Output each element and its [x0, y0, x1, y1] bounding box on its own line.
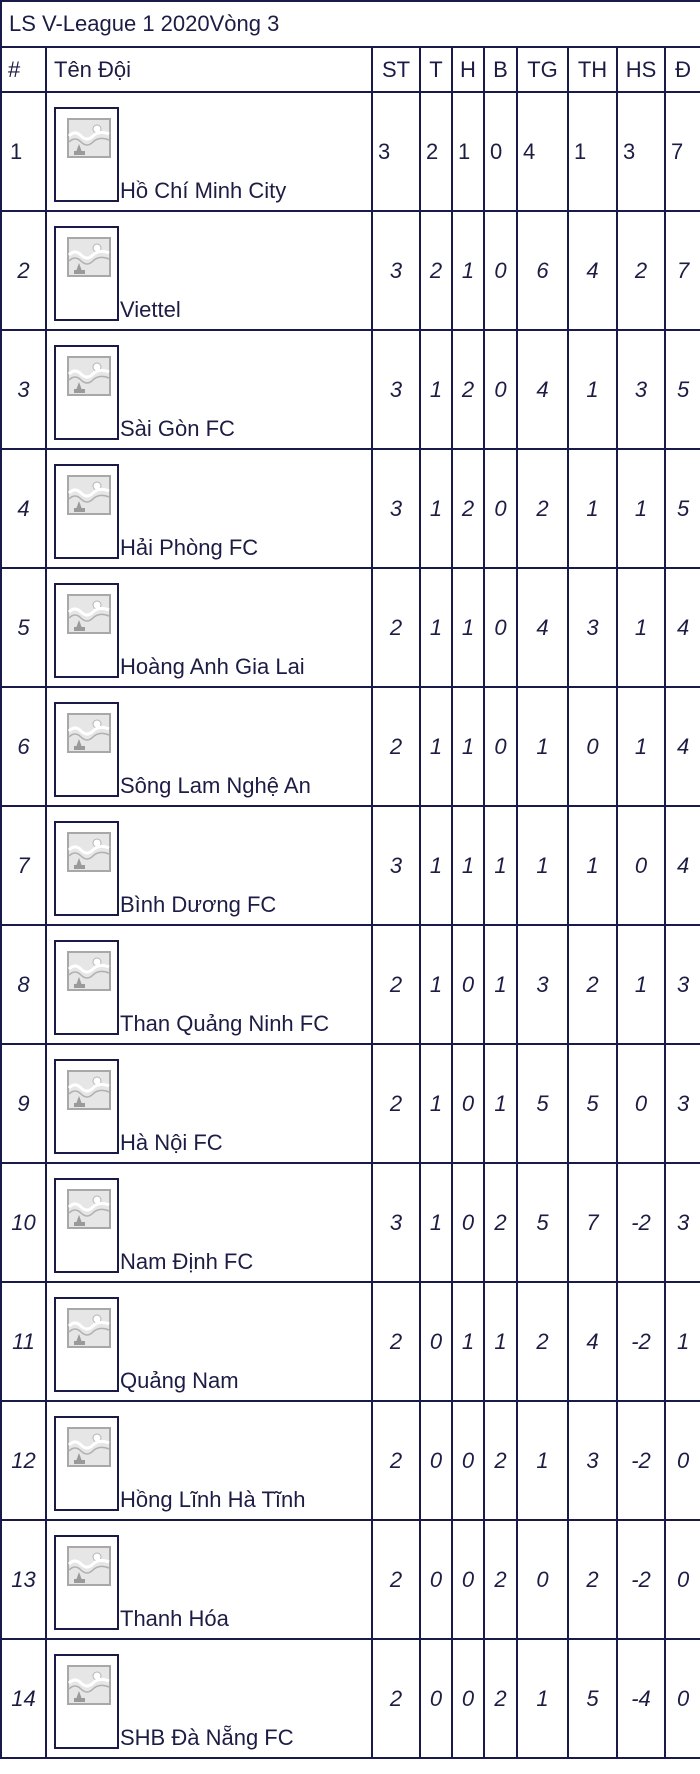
goal-diff-cell: 1	[617, 568, 665, 687]
team-name: Hải Phòng FC	[120, 535, 259, 560]
image-placeholder-icon	[67, 475, 111, 519]
won-cell: 0	[420, 1520, 452, 1639]
points-cell: 1	[665, 1282, 700, 1401]
goal-diff-cell: 0	[617, 806, 665, 925]
team-cell	[46, 1520, 372, 1639]
team-name: Bình Dương FC	[120, 892, 277, 917]
image-placeholder-icon	[67, 951, 111, 995]
team-cell	[46, 1282, 372, 1401]
table-row	[1, 1163, 700, 1282]
col-header-rank: #	[1, 47, 46, 92]
team-name: SHB Đà Nẵng FC	[120, 1725, 294, 1750]
played-cell: 2	[372, 687, 420, 806]
team-name: Sông Lam Nghệ An	[120, 773, 311, 798]
team-logo	[54, 1654, 119, 1749]
goal-diff-cell: -2	[617, 1520, 665, 1639]
team-name: Hoàng Anh Gia Lai	[120, 654, 305, 679]
goal-diff-cell: -2	[617, 1401, 665, 1520]
col-header-drawn: H	[452, 47, 484, 92]
points-cell: 0	[665, 1401, 700, 1520]
goals-against-cell: 2	[568, 925, 617, 1044]
team-cell	[46, 1401, 372, 1520]
goals-for-cell: 1	[517, 1639, 568, 1758]
image-placeholder-icon	[67, 1189, 111, 1233]
goals-against-cell: 3	[568, 1401, 617, 1520]
goals-against-cell: 7	[568, 1163, 617, 1282]
points-cell: 7	[665, 92, 700, 211]
won-cell: 1	[420, 806, 452, 925]
played-cell: 3	[372, 449, 420, 568]
goals-for-cell: 0	[517, 1520, 568, 1639]
goals-against-cell: 1	[568, 92, 617, 211]
goals-against-cell: 5	[568, 1639, 617, 1758]
lost-cell: 0	[484, 687, 517, 806]
goals-for-cell: 5	[517, 1044, 568, 1163]
drawn-cell: 0	[452, 1044, 484, 1163]
rank-cell: 7	[1, 806, 46, 925]
image-placeholder-icon	[67, 1665, 111, 1709]
goals-against-cell: 3	[568, 568, 617, 687]
played-cell: 3	[372, 806, 420, 925]
drawn-cell: 1	[452, 568, 484, 687]
played-cell: 2	[372, 1044, 420, 1163]
goals-against-cell: 2	[568, 1520, 617, 1639]
team-logo	[54, 1297, 119, 1392]
team-logo	[54, 1535, 119, 1630]
team-cell	[46, 211, 372, 330]
goals-against-cell: 1	[568, 330, 617, 449]
goals-against-cell: 1	[568, 449, 617, 568]
table-row	[1, 1639, 700, 1758]
played-cell: 2	[372, 1282, 420, 1401]
image-placeholder-icon	[67, 356, 111, 400]
goals-for-cell: 1	[517, 1401, 568, 1520]
rank-cell: 3	[1, 330, 46, 449]
goals-for-cell: 4	[517, 330, 568, 449]
drawn-cell: 1	[452, 806, 484, 925]
drawn-cell: 0	[452, 1401, 484, 1520]
goal-diff-cell: 1	[617, 687, 665, 806]
title-row	[1, 1, 700, 47]
team-logo	[54, 940, 119, 1035]
team-name: Nam Định FC	[120, 1249, 254, 1274]
won-cell: 2	[420, 92, 452, 211]
team-cell	[46, 925, 372, 1044]
points-cell: 7	[665, 211, 700, 330]
table-row	[1, 1044, 700, 1163]
image-placeholder-icon	[67, 1070, 111, 1114]
table-row	[1, 1520, 700, 1639]
lost-cell: 2	[484, 1520, 517, 1639]
image-placeholder-icon	[67, 1308, 111, 1352]
points-cell: 4	[665, 806, 700, 925]
drawn-cell: 2	[452, 449, 484, 568]
team-logo	[54, 1178, 119, 1273]
rank-cell: 12	[1, 1401, 46, 1520]
goal-diff-cell: 1	[617, 449, 665, 568]
won-cell: 1	[420, 1163, 452, 1282]
drawn-cell: 2	[452, 330, 484, 449]
goals-for-cell: 2	[517, 1282, 568, 1401]
rank-cell: 5	[1, 568, 46, 687]
table-row	[1, 687, 700, 806]
goal-diff-cell: -2	[617, 1163, 665, 1282]
team-logo	[54, 1059, 119, 1154]
lost-cell: 1	[484, 806, 517, 925]
table-row	[1, 1282, 700, 1401]
won-cell: 1	[420, 1044, 452, 1163]
points-cell: 4	[665, 568, 700, 687]
won-cell: 1	[420, 330, 452, 449]
played-cell: 2	[372, 1401, 420, 1520]
team-cell	[46, 330, 372, 449]
team-name: Sài Gòn FC	[120, 416, 235, 441]
col-header-goal-diff: HS	[617, 47, 665, 92]
points-cell: 0	[665, 1639, 700, 1758]
image-placeholder-icon	[67, 1427, 111, 1471]
team-logo	[54, 464, 119, 559]
goal-diff-cell: 2	[617, 211, 665, 330]
lost-cell: 1	[484, 1282, 517, 1401]
goals-for-cell: 2	[517, 449, 568, 568]
table-title: LS V-League 1 2020Vòng 3	[1, 1, 700, 47]
team-logo	[54, 583, 119, 678]
drawn-cell: 1	[452, 92, 484, 211]
played-cell: 3	[372, 330, 420, 449]
won-cell: 0	[420, 1282, 452, 1401]
played-cell: 3	[372, 211, 420, 330]
won-cell: 0	[420, 1401, 452, 1520]
played-cell: 2	[372, 925, 420, 1044]
lost-cell: 0	[484, 211, 517, 330]
image-placeholder-icon	[67, 237, 111, 281]
image-placeholder-icon	[67, 118, 111, 162]
played-cell: 2	[372, 568, 420, 687]
rank-cell: 9	[1, 1044, 46, 1163]
team-name: Hà Nội FC	[120, 1130, 223, 1155]
team-cell	[46, 449, 372, 568]
points-cell: 5	[665, 330, 700, 449]
lost-cell: 2	[484, 1163, 517, 1282]
rank-cell: 10	[1, 1163, 46, 1282]
team-name: Viettel	[120, 297, 181, 322]
points-cell: 3	[665, 1044, 700, 1163]
lost-cell: 1	[484, 925, 517, 1044]
lost-cell: 1	[484, 1044, 517, 1163]
goals-against-cell: 4	[568, 1282, 617, 1401]
goal-diff-cell: 0	[617, 1044, 665, 1163]
col-header-goals-for: TG	[517, 47, 568, 92]
col-header-goals-against: TH	[568, 47, 617, 92]
played-cell: 3	[372, 92, 420, 211]
played-cell: 3	[372, 1163, 420, 1282]
team-logo	[54, 821, 119, 916]
rank-cell: 14	[1, 1639, 46, 1758]
rank-cell: 6	[1, 687, 46, 806]
col-header-played: ST	[372, 47, 420, 92]
image-placeholder-icon	[67, 713, 111, 757]
team-name: Than Quảng Ninh FC	[120, 1011, 330, 1036]
goals-for-cell: 5	[517, 1163, 568, 1282]
goals-for-cell: 6	[517, 211, 568, 330]
team-cell	[46, 1639, 372, 1758]
points-cell: 3	[665, 925, 700, 1044]
team-cell	[46, 806, 372, 925]
rank-cell: 2	[1, 211, 46, 330]
image-placeholder-icon	[67, 1546, 111, 1590]
team-cell	[46, 1163, 372, 1282]
lost-cell: 0	[484, 449, 517, 568]
rank-cell: 4	[1, 449, 46, 568]
team-logo	[54, 226, 119, 321]
goal-diff-cell: 1	[617, 925, 665, 1044]
goals-against-cell: 1	[568, 806, 617, 925]
won-cell: 1	[420, 925, 452, 1044]
team-logo	[54, 1416, 119, 1511]
points-cell: 5	[665, 449, 700, 568]
drawn-cell: 1	[452, 1282, 484, 1401]
goals-against-cell: 0	[568, 687, 617, 806]
goals-for-cell: 4	[517, 92, 568, 211]
team-cell	[46, 92, 372, 211]
table-row	[1, 92, 700, 211]
goals-for-cell: 1	[517, 806, 568, 925]
drawn-cell: 0	[452, 1639, 484, 1758]
goal-diff-cell: 3	[617, 92, 665, 211]
rank-cell: 8	[1, 925, 46, 1044]
team-name: Thanh Hóa	[120, 1606, 229, 1631]
col-header-points: Đ	[665, 47, 700, 92]
won-cell: 1	[420, 687, 452, 806]
goals-against-cell: 4	[568, 211, 617, 330]
won-cell: 1	[420, 568, 452, 687]
goals-for-cell: 1	[517, 687, 568, 806]
lost-cell: 0	[484, 92, 517, 211]
team-cell	[46, 1044, 372, 1163]
col-header-won: T	[420, 47, 452, 92]
drawn-cell: 1	[452, 211, 484, 330]
table-row	[1, 211, 700, 330]
lost-cell: 0	[484, 568, 517, 687]
rank-cell: 13	[1, 1520, 46, 1639]
won-cell: 0	[420, 1639, 452, 1758]
goals-against-cell: 5	[568, 1044, 617, 1163]
goal-diff-cell: -4	[617, 1639, 665, 1758]
points-cell: 0	[665, 1520, 700, 1639]
goals-for-cell: 4	[517, 568, 568, 687]
table-row	[1, 449, 700, 568]
image-placeholder-icon	[67, 832, 111, 876]
team-logo	[54, 702, 119, 797]
drawn-cell: 1	[452, 687, 484, 806]
table-row	[1, 1401, 700, 1520]
team-name: Hồng Lĩnh Hà Tĩnh	[120, 1487, 306, 1512]
team-cell	[46, 568, 372, 687]
team-logo	[54, 345, 119, 440]
col-header-lost: B	[484, 47, 517, 92]
points-cell: 4	[665, 687, 700, 806]
team-logo	[54, 107, 119, 202]
won-cell: 1	[420, 449, 452, 568]
drawn-cell: 0	[452, 925, 484, 1044]
table-row	[1, 925, 700, 1044]
team-name: Quảng Nam	[120, 1368, 239, 1393]
rank-cell: 1	[1, 92, 46, 211]
points-cell: 3	[665, 1163, 700, 1282]
header-row	[1, 47, 700, 92]
table-row	[1, 806, 700, 925]
played-cell: 2	[372, 1520, 420, 1639]
lost-cell: 0	[484, 330, 517, 449]
lost-cell: 2	[484, 1639, 517, 1758]
rank-cell: 11	[1, 1282, 46, 1401]
table-row	[1, 568, 700, 687]
table-row	[1, 330, 700, 449]
played-cell: 2	[372, 1639, 420, 1758]
col-header-team: Tên Đội	[46, 47, 372, 92]
team-name: Hồ Chí Minh City	[120, 178, 287, 203]
team-cell	[46, 687, 372, 806]
drawn-cell: 0	[452, 1163, 484, 1282]
drawn-cell: 0	[452, 1520, 484, 1639]
image-placeholder-icon	[67, 594, 111, 638]
lost-cell: 2	[484, 1401, 517, 1520]
goal-diff-cell: 3	[617, 330, 665, 449]
goal-diff-cell: -2	[617, 1282, 665, 1401]
won-cell: 2	[420, 211, 452, 330]
goals-for-cell: 3	[517, 925, 568, 1044]
